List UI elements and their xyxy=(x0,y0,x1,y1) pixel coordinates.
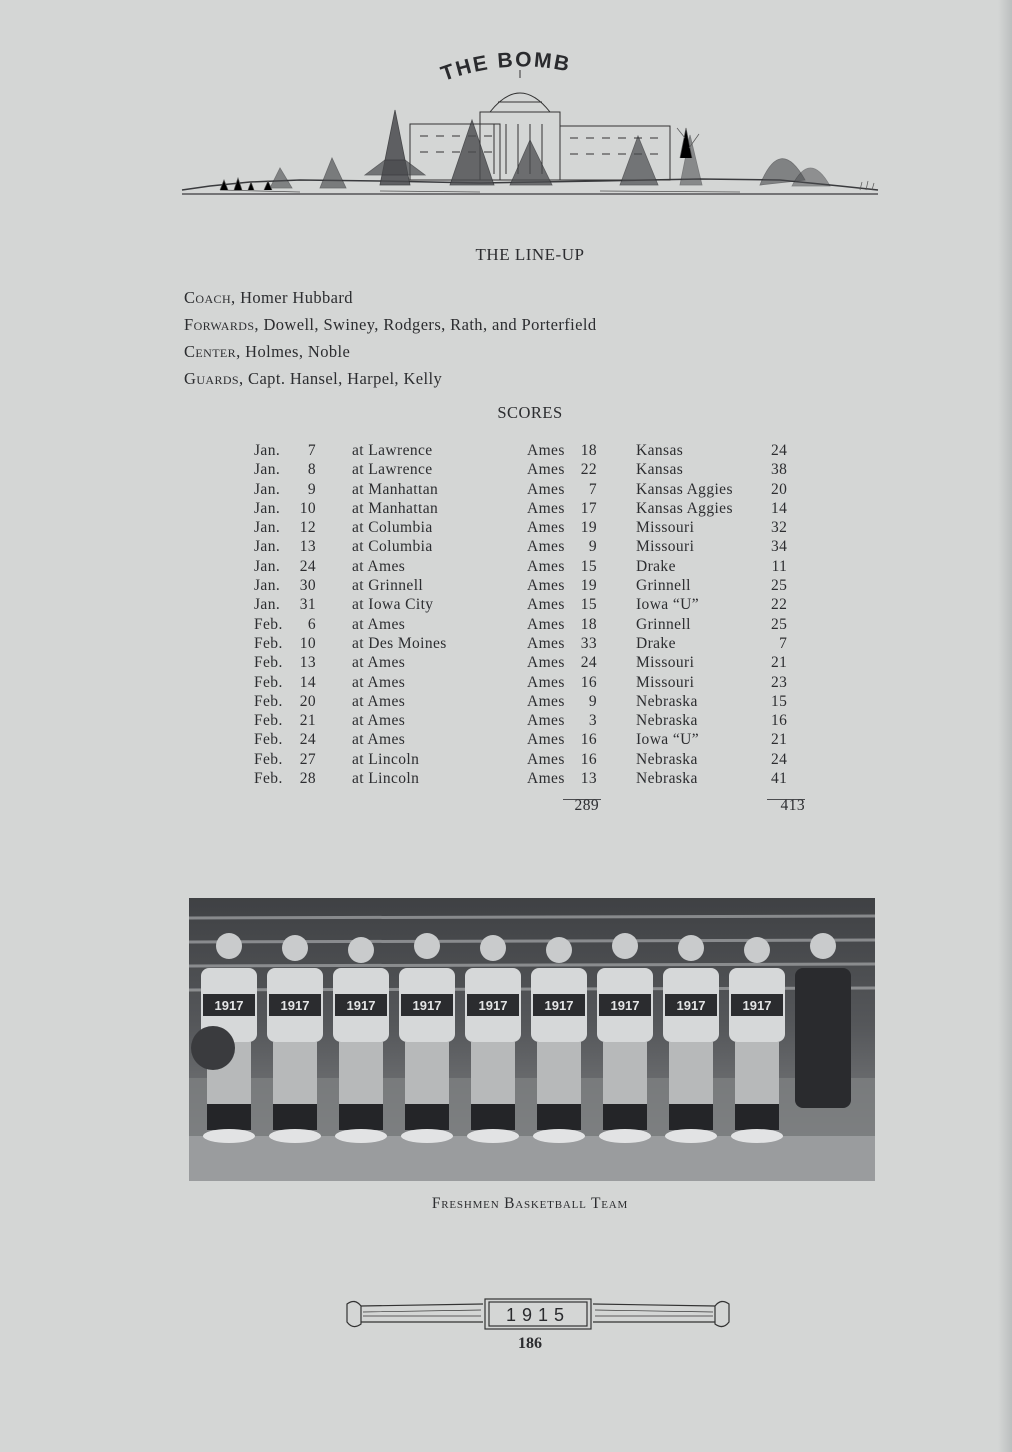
jersey-number: 1917 xyxy=(610,998,640,1013)
game-month: Jan. xyxy=(254,480,281,498)
opponent-name: Iowa “U” xyxy=(636,596,700,614)
page-number: 186 xyxy=(518,1335,542,1352)
game-day: 8 xyxy=(307,461,316,479)
column-spacer xyxy=(316,557,352,576)
opponent-score: 7 xyxy=(779,634,788,652)
opponent-score: 11 xyxy=(771,557,788,575)
team-score: 7 xyxy=(588,480,597,498)
column-spacer xyxy=(597,595,636,614)
opponent-score: 34 xyxy=(771,538,788,556)
jersey-number: 1917 xyxy=(280,998,310,1013)
opponent-name: Missouri xyxy=(636,673,695,691)
game-row xyxy=(254,730,787,749)
game-day: 10 xyxy=(299,634,316,652)
footer-year: 1915 xyxy=(505,1305,571,1325)
game-place: at Ames xyxy=(352,557,406,575)
team-name: Ames xyxy=(527,596,565,614)
game-place: at Ames xyxy=(352,654,406,672)
lineup-row-center xyxy=(184,338,597,365)
game-row xyxy=(254,557,787,576)
game-day: 7 xyxy=(307,442,316,459)
year-banner xyxy=(343,1296,733,1337)
team-name: Ames xyxy=(527,634,565,652)
game-month: Feb. xyxy=(254,654,283,672)
game-place: at Lincoln xyxy=(352,750,420,768)
role-names: , Dowell, Swiney, Rodgers, Rath, and Porterfield xyxy=(254,315,597,334)
game-row xyxy=(254,499,787,518)
game-row xyxy=(254,595,787,614)
game-day: 31 xyxy=(299,596,316,614)
team-name: Ames xyxy=(527,770,565,788)
opponent-score: 38 xyxy=(771,461,788,479)
team-score: 15 xyxy=(580,557,597,575)
column-spacer xyxy=(316,576,352,595)
photo-caption: Freshmen Basketball Team xyxy=(431,1195,629,1212)
game-day: 6 xyxy=(307,615,316,633)
team-name: Ames xyxy=(527,480,565,498)
opponent-score: 25 xyxy=(771,615,788,633)
game-row xyxy=(254,615,787,634)
game-day: 28 xyxy=(299,770,316,788)
game-row xyxy=(254,769,787,788)
game-month: Feb. xyxy=(254,615,283,633)
game-month: Jan. xyxy=(254,577,281,595)
jersey-number: 1917 xyxy=(346,998,376,1013)
team-score: 19 xyxy=(580,577,597,595)
team-name: Ames xyxy=(527,731,565,749)
game-place: at Ames xyxy=(352,673,406,691)
jersey-number: 1917 xyxy=(676,998,706,1013)
game-place: at Manhattan xyxy=(352,499,439,517)
game-place: at Manhattan xyxy=(352,480,439,498)
lineup-list xyxy=(184,284,597,392)
jersey-number: 1917 xyxy=(214,998,244,1013)
jersey-number: 1917 xyxy=(544,998,574,1013)
opponent-score: 32 xyxy=(771,519,788,537)
game-place: at Ames xyxy=(352,731,406,749)
column-spacer xyxy=(316,441,352,460)
column-spacer xyxy=(316,634,352,653)
team-score: 18 xyxy=(580,615,597,633)
role-label: Center xyxy=(184,342,237,361)
role-names: , Homer Hubbard xyxy=(231,288,353,307)
game-month: Jan. xyxy=(254,499,281,517)
masthead-illustration xyxy=(180,40,880,205)
game-month: Feb. xyxy=(254,673,283,691)
team-name: Ames xyxy=(527,577,565,595)
column-spacer xyxy=(597,711,636,730)
opponent-score: 24 xyxy=(771,750,788,768)
opponent-score: 15 xyxy=(771,692,788,710)
game-month: Jan. xyxy=(254,519,281,537)
game-day: 12 xyxy=(299,519,316,537)
game-day: 30 xyxy=(299,577,316,595)
team-score: 33 xyxy=(580,634,597,652)
team-score: 18 xyxy=(580,442,597,459)
team-name: Ames xyxy=(527,519,565,537)
game-month: Feb. xyxy=(254,770,283,788)
ames-total: 289 xyxy=(574,797,599,814)
opponent-name: Grinnell xyxy=(636,615,691,633)
game-day: 24 xyxy=(299,557,316,575)
opponent-total: 413 xyxy=(780,797,805,814)
team-name: Ames xyxy=(527,750,565,768)
team-score: 9 xyxy=(588,692,597,710)
scores-title: SCORES xyxy=(497,403,563,422)
game-place: at Des Moines xyxy=(352,634,447,652)
opponent-score: 21 xyxy=(771,731,788,749)
role-label: Coach xyxy=(184,288,232,307)
opponent-score: 24 xyxy=(771,442,788,459)
game-row xyxy=(254,537,787,556)
column-spacer xyxy=(597,576,636,595)
team-score: 16 xyxy=(580,750,597,768)
opponent-name: Missouri xyxy=(636,538,695,556)
game-row xyxy=(254,750,787,769)
column-spacer xyxy=(597,518,636,537)
game-day: 20 xyxy=(299,692,316,710)
column-spacer xyxy=(597,653,636,672)
column-spacer xyxy=(597,634,636,653)
game-month: Feb. xyxy=(254,731,283,749)
lineup-row-coach xyxy=(184,284,597,311)
game-day: 10 xyxy=(299,499,316,517)
game-month: Jan. xyxy=(254,538,281,556)
team-score: 15 xyxy=(580,596,597,614)
team-name: Ames xyxy=(527,557,565,575)
team-name: Ames xyxy=(527,461,565,479)
team-name: Ames xyxy=(527,654,565,672)
opponent-score: 25 xyxy=(771,577,788,595)
game-place: at Lawrence xyxy=(352,461,433,479)
game-month: Feb. xyxy=(254,750,283,768)
game-month: Jan. xyxy=(254,461,281,479)
column-spacer xyxy=(597,537,636,556)
game-row xyxy=(254,673,787,692)
opponent-name: Iowa “U” xyxy=(636,731,700,749)
game-month: Jan. xyxy=(254,596,281,614)
game-place: at Columbia xyxy=(352,538,433,556)
lineup-row-forwards xyxy=(184,311,597,338)
column-spacer xyxy=(316,750,352,769)
opponent-score: 16 xyxy=(771,712,788,730)
column-spacer xyxy=(597,692,636,711)
game-month: Jan. xyxy=(254,442,281,459)
opponent-name: Missouri xyxy=(636,654,695,672)
opponent-score: 41 xyxy=(771,770,788,788)
column-spacer xyxy=(316,653,352,672)
opponent-name: Kansas xyxy=(636,461,684,479)
role-names: , Capt. Hansel, Harpel, Kelly xyxy=(239,369,443,388)
column-spacer xyxy=(597,441,636,460)
team-score: 13 xyxy=(580,770,597,788)
team-name: Ames xyxy=(527,538,565,556)
game-month: Feb. xyxy=(254,692,283,710)
team-score: 9 xyxy=(588,538,597,556)
opponent-name: Drake xyxy=(636,557,676,575)
column-spacer xyxy=(597,673,636,692)
role-label: Forwards xyxy=(184,315,255,334)
team-name: Ames xyxy=(527,442,565,459)
team-score: 19 xyxy=(580,519,597,537)
team-photograph xyxy=(189,898,875,1181)
game-row xyxy=(254,653,787,672)
svg-text:THE BOMB: THE BOMB xyxy=(438,48,574,86)
game-row xyxy=(254,460,787,479)
scores-table xyxy=(254,441,787,788)
lineup-row-guards xyxy=(184,365,597,392)
team-score: 17 xyxy=(580,499,597,517)
team-name: Ames xyxy=(527,692,565,710)
lineup-title: THE LINE-UP xyxy=(475,245,585,264)
game-place: at Ames xyxy=(352,615,406,633)
column-spacer xyxy=(316,692,352,711)
column-spacer xyxy=(316,595,352,614)
column-spacer xyxy=(597,615,636,634)
opponent-name: Grinnell xyxy=(636,577,691,595)
column-spacer xyxy=(597,480,636,499)
game-day: 24 xyxy=(299,731,316,749)
column-spacer xyxy=(316,711,352,730)
game-month: Feb. xyxy=(254,712,283,730)
role-names: , Holmes, Noble xyxy=(236,342,351,361)
opponent-name: Drake xyxy=(636,634,676,652)
game-day: 13 xyxy=(299,538,316,556)
team-name: Ames xyxy=(527,673,565,691)
opponent-score: 14 xyxy=(771,499,788,517)
column-spacer xyxy=(316,615,352,634)
game-month: Feb. xyxy=(254,634,283,652)
opponent-name: Kansas Aggies xyxy=(636,499,733,517)
opponent-score: 20 xyxy=(771,480,788,498)
team-score: 3 xyxy=(588,712,597,730)
opponent-score: 22 xyxy=(771,596,788,614)
game-month: Jan. xyxy=(254,557,281,575)
game-place: at Ames xyxy=(352,712,406,730)
opponent-name: Kansas Aggies xyxy=(636,480,733,498)
game-row xyxy=(254,692,787,711)
column-spacer xyxy=(316,518,352,537)
column-spacer xyxy=(597,769,636,788)
opponent-name: Nebraska xyxy=(636,692,698,710)
team-name: Ames xyxy=(527,712,565,730)
team-name: Ames xyxy=(527,615,565,633)
opponent-name: Missouri xyxy=(636,519,695,537)
basketball xyxy=(191,1026,235,1070)
game-row xyxy=(254,634,787,653)
team-name: Ames xyxy=(527,499,565,517)
game-place: at Columbia xyxy=(352,519,433,537)
game-day: 21 xyxy=(299,712,316,730)
column-spacer xyxy=(316,673,352,692)
game-row xyxy=(254,518,787,537)
column-spacer xyxy=(597,460,636,479)
column-spacer xyxy=(316,460,352,479)
column-spacer xyxy=(597,750,636,769)
game-place: at Ames xyxy=(352,692,406,710)
team-score: 22 xyxy=(580,461,597,479)
game-day: 9 xyxy=(307,480,316,498)
game-day: 13 xyxy=(299,654,316,672)
game-place: at Lincoln xyxy=(352,770,420,788)
role-label: Guards xyxy=(184,369,239,388)
game-place: at Lawrence xyxy=(352,442,433,459)
team-score: 16 xyxy=(580,731,597,749)
team-score: 16 xyxy=(580,673,597,691)
opponent-name: Kansas xyxy=(636,442,684,459)
opponent-name: Nebraska xyxy=(636,750,698,768)
opponent-name: Nebraska xyxy=(636,712,698,730)
game-row xyxy=(254,480,787,499)
column-spacer xyxy=(316,730,352,749)
opponent-name: Nebraska xyxy=(636,770,698,788)
game-place: at Iowa City xyxy=(352,596,434,614)
column-spacer xyxy=(597,499,636,518)
column-spacer xyxy=(597,730,636,749)
game-row xyxy=(254,711,787,730)
jersey-number: 1917 xyxy=(412,998,442,1013)
jersey-number: 1917 xyxy=(742,998,772,1013)
column-spacer xyxy=(316,537,352,556)
game-place: at Grinnell xyxy=(352,577,424,595)
game-day: 14 xyxy=(299,673,316,691)
opponent-score: 23 xyxy=(771,673,788,691)
jersey-number: 1917 xyxy=(478,998,508,1013)
team-score: 24 xyxy=(580,654,597,672)
opponent-score: 21 xyxy=(771,654,788,672)
game-day: 27 xyxy=(299,750,316,768)
column-spacer xyxy=(316,769,352,788)
column-spacer xyxy=(316,480,352,499)
game-row xyxy=(254,576,787,595)
column-spacer xyxy=(597,557,636,576)
column-spacer xyxy=(316,499,352,518)
game-row xyxy=(254,441,787,460)
